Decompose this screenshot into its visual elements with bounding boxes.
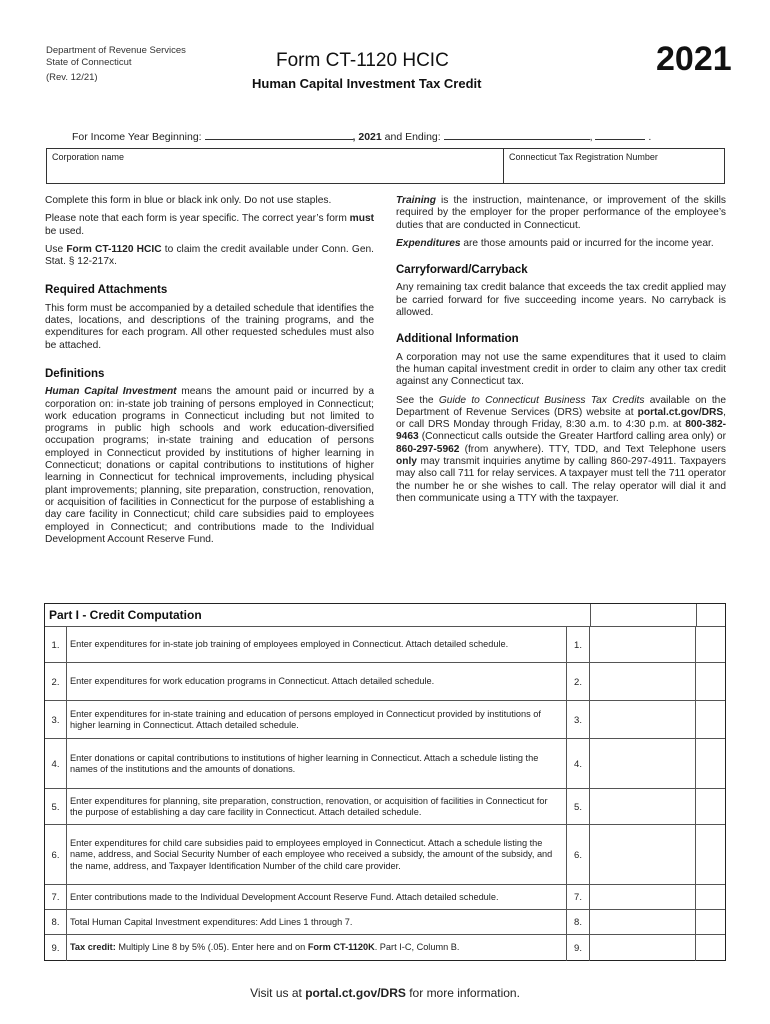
line-3-cents[interactable] <box>696 701 725 739</box>
footer-note: Visit us at portal.ct.gov/DRS for more information. <box>250 986 520 1000</box>
line-2-cents[interactable] <box>696 663 725 701</box>
line-1-amount[interactable] <box>589 627 696 663</box>
carryforward-text: Any remaining tax credit balance that exceeds the tax credit applied may be carried forward for five succeeding income years. No carryback is allowed. <box>396 282 726 319</box>
ink-instruction: Complete this form in blue or black ink only. Do not use staples. <box>45 195 332 206</box>
income-year-line <box>72 129 651 143</box>
line-3-amount[interactable] <box>589 701 696 739</box>
ending-comma: , <box>589 131 593 143</box>
table-row: 4. Enter donations or capital contributions to institutions of higher learning in Connecticut. Attach a schedule listing the names of the institutions and the amounts of donations. 4. <box>45 738 725 789</box>
part1-title: Part I - Credit Computation <box>49 608 202 622</box>
part1-credit-computation <box>44 603 726 961</box>
line-6-amount[interactable] <box>589 825 696 885</box>
form-subtitle: Human Capital Investment Tax Credit <box>252 76 482 91</box>
training-definition: Training is the instruction, maintenance, or improvement of the skills required by the employer for the proper performance of the employee’s duties that are conducted in Connecticut. <box>396 195 726 231</box>
table-row: 3. Enter expenditures for in-state training and education of persons employed in Connecticut provided by institutions of higher learning in Connecticut. Attach detailed schedule. 3. <box>45 700 725 739</box>
line-4-cents[interactable] <box>696 739 725 789</box>
ending-label: and Ending: <box>384 131 441 143</box>
table-row: 5. Enter expenditures for planning, site preparation, construction, renovation, or acquisition of facilities in Connecticut for the purpose of establishing a day care facility in Connecticut. Attach detailed schedule. 5. <box>45 788 725 825</box>
use-form-note: Use Form CT-1120 HCIC to claim the credit available under Conn. Gen. Stat. § 12-217x. <box>45 243 374 268</box>
carryforward-heading: Carryforward/Carryback <box>396 264 528 277</box>
amount-col-divider-top <box>590 604 591 626</box>
line-7-amount[interactable] <box>589 885 696 910</box>
state-name: State of Connecticut <box>46 57 132 68</box>
ending-date-field[interactable] <box>444 129 590 140</box>
beginning-label: For Income Year Beginning: <box>72 131 202 143</box>
table-row: 6. Enter expenditures for child care subsidies paid to employees employed in Connecticut. Attach a schedule listing the name, address, and Social Security Number of each employee who received a subsidy, the amount of the subsidy, and the name, address, and Taxpayer Identification Number of the child care provider. 6. <box>45 824 725 885</box>
line-6-cents[interactable] <box>696 825 725 885</box>
identification-box <box>46 148 725 184</box>
line-5-amount[interactable] <box>589 789 696 825</box>
contact-info-text: See the Guide to Connecticut Business Tax Credits available on the Department of Revenue Services (DRS) website at portal.ct.gov/DRS, or call DRS Monday through Friday, 8:30 a.m. to 4:30 p.m. at 800-382-9463 (Connecticut calls outside the Greater Hartford calling area only) or 860-297-5962 (from anywhere). TTY, TDD, and Text Telephone users only may transmit inquiries anytime by calling 860-297-4911. Taxpayers may also call 711 for relay services. A taxpayer must tell the 711 operator the number he or she wishes to call. The relay operator will dial it and then communicate using a TTY with the taxpayer. <box>396 394 726 504</box>
ending-year-field[interactable] <box>595 129 645 140</box>
line-4-amount[interactable] <box>589 739 696 789</box>
beginning-date-field[interactable] <box>205 129 353 140</box>
required-attachments-text: This form must be accompanied by a detailed schedule that identifies the dates, locations, and descriptions of the training programs, and the expenditures for each program. All other requested schedules must also be attached. <box>45 302 375 351</box>
beginning-year: , 2021 <box>352 131 382 143</box>
required-attachments-heading: Required Attachments <box>45 284 168 297</box>
line-8-amount[interactable] <box>589 910 696 935</box>
tax-registration-label: Connecticut Tax Registration Number <box>509 152 658 162</box>
department-name: Department of Revenue Services <box>46 45 186 56</box>
year-specific-note: Please note that each form is year specific. The correct year’s form must be used. <box>45 213 374 237</box>
ending-period: . <box>648 131 652 143</box>
footer-portal-link[interactable]: portal.ct.gov/DRS <box>305 986 406 1000</box>
table-row: 8. Total Human Capital Investment expenditures: Add Lines 1 through 7. 8. <box>45 909 725 935</box>
expenditures-definition: Expenditures are those amounts paid or incurred for the income year. <box>396 237 714 249</box>
portal-link[interactable]: portal.ct.gov/DRS <box>637 406 724 418</box>
line-1-cents[interactable] <box>696 627 725 663</box>
line-8-cents[interactable] <box>696 910 725 935</box>
instructions-right-column <box>396 195 726 511</box>
line-7-cents[interactable] <box>696 885 725 910</box>
additional-info-text: A corporation may not use the same expenditures that it used to claim the human capital investment credit in order to claim any other tax credit against any Connecticut tax. <box>396 351 726 388</box>
definitions-heading: Definitions <box>45 367 105 380</box>
form-title: Form CT-1120 HCIC <box>276 50 449 71</box>
tax-registration-field[interactable] <box>504 149 724 183</box>
revision-date: (Rev. 12/21) <box>46 72 98 83</box>
instructions-left-column <box>45 195 374 552</box>
corporation-name-label: Corporation name <box>52 152 125 162</box>
line-9-amount[interactable] <box>589 935 696 961</box>
table-row: 1. Enter expenditures for in-state job training of employees employed in Connecticut. Attach detailed schedule. 1. <box>45 626 725 663</box>
table-row: 9. Tax credit: Multiply Line 8 by 5% (.05). Enter here and on Form CT-1120K. Part I-C, Column B. 9. <box>45 934 725 961</box>
table-row: 2. Enter expenditures for work education programs in Connecticut. Attach detailed schedule. 2. <box>45 662 725 701</box>
cents-col-divider-top <box>696 604 697 626</box>
form-year: 2021 <box>656 40 732 78</box>
hci-definition: Human Capital Investment means the amount paid or incurred by a corporation on: in-state job training of persons employed in Connecticut; work education programs in Connecticut including but not limited to programs in public high schools and work education-diversified occupation programs; in-state training and education of persons employed in Connecticut provided by institutions of higher learning in Connecticut; donations or capital contributions to institutions of higher learning in Connecticut for technical improvements, including physical plant improvements; planning, site preparation, construction, renovation, or acquisition of facilities in Connecticut for the purpose of establishing a day care facility in Connecticut; child care subsidies paid to employees employed in Connecticut; and contributions made to the Individual Development Account Reserve Fund. <box>45 386 375 545</box>
corporation-name-field[interactable] <box>47 149 502 183</box>
table-row: 7. Enter contributions made to the Individual Development Account Reserve Fund. Attach detailed schedule. 7. <box>45 884 725 910</box>
additional-info-heading: Additional Information <box>396 333 519 346</box>
line-5-cents[interactable] <box>696 789 725 825</box>
line-9-cents[interactable] <box>696 935 725 961</box>
line-2-amount[interactable] <box>589 663 696 701</box>
